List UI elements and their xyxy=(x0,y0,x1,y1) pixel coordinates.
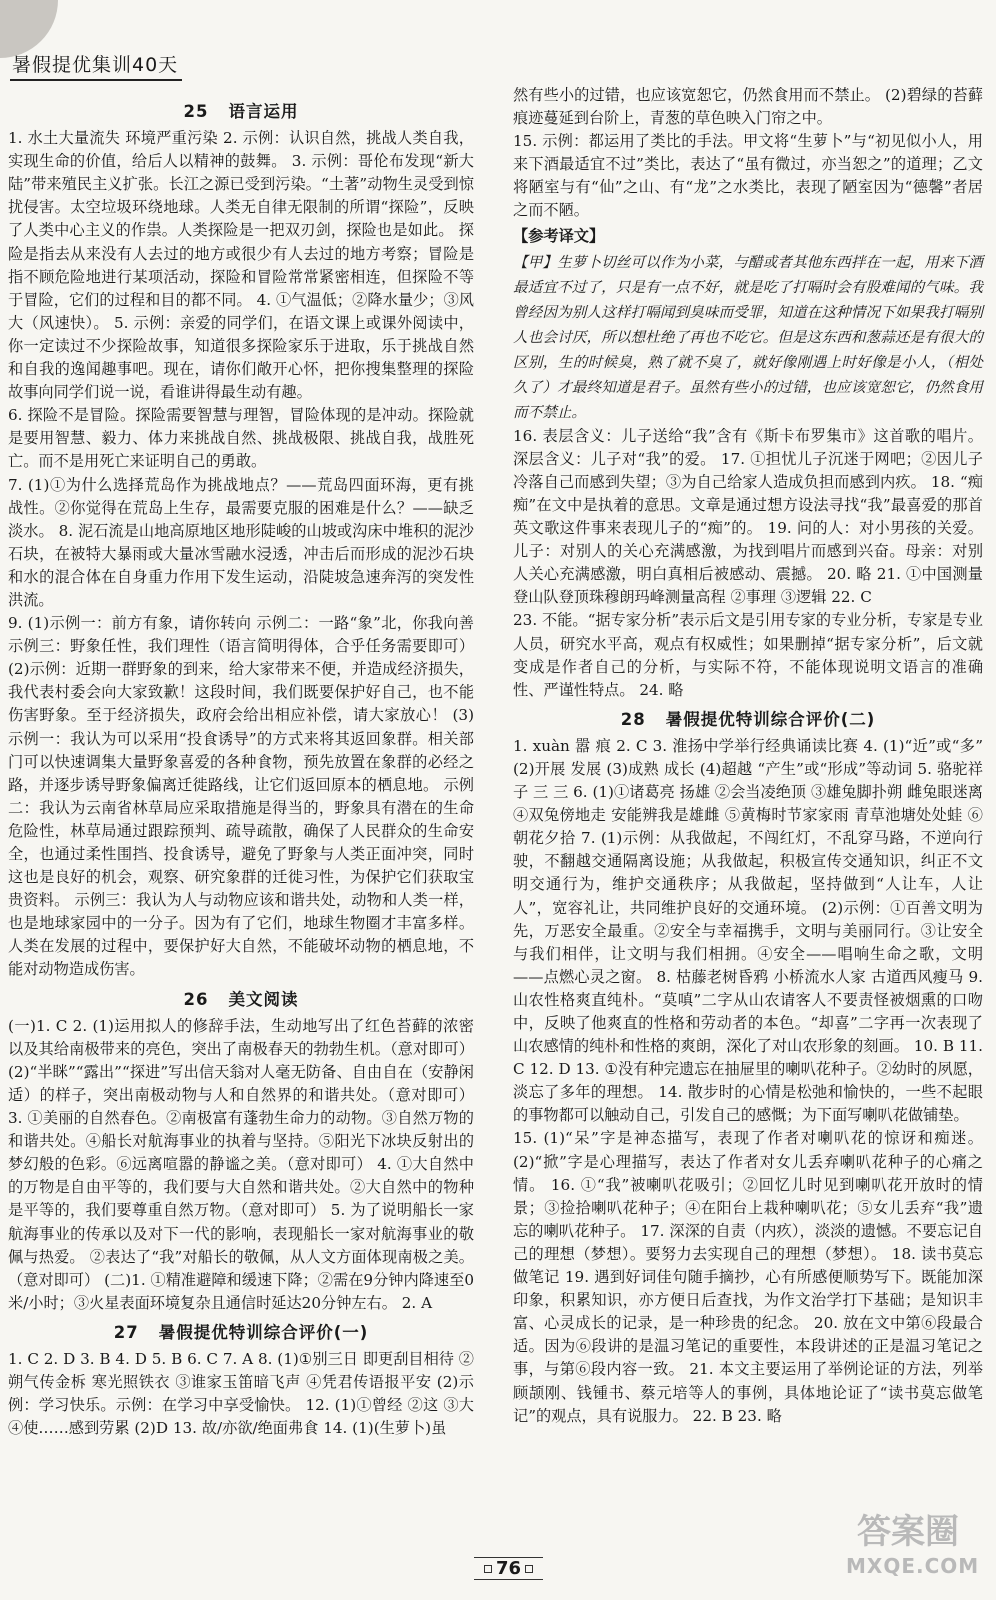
answer-paragraph: 1. C 2. D 3. B 4. D 5. B 6. C 7. A 8. (1)①别三日 即更刮目相待 ②朔气传金柝 寒光照铁衣 ③谁家玉笛暗飞声 ④凭君传语报平安 (2)示例：学习快乐。示例：在学习中享受愉快。 12. (1)①曾经 ②这 ③大 ④使……感到劳累 (2)D 13. 故/亦欲/绝面弗食 14. (1)(生萝卜)虽 xyxy=(8,1349,474,1438)
site-watermark-logo xyxy=(846,1510,980,1590)
answer-paragraph: 1. xuàn 嚣 痕 2. C 3. 淮扬中学举行经典诵读比赛 4. (1)“近”或“多” (2)开展 发展 (3)成熟 成长 (4)超越 “产生”或“形成”等动词 5. 骆驼祥子 三 三 6. (1)①诸葛亮 扬雄 ②会当凌绝顶 ③雄兔脚扑朔 雌兔眼迷离 ④双兔傍地走 安能辨我是雄雌 ⑤黄梅时节家家雨 青草池塘处处蛙 ⑥朝花夕拾 7. (1)示例：从我做起，不闯红灯，不乱穿马路，不逆向行驶，不翻越交通隔离设施；从我做起，积极宣传交通知识，纠正不文明交通行为，维护交通秩序；从我做起，坚持做到“人让车，人让人”，宽容礼让，共同维护良好的交通环境。 (2)示例：①百善文明为先，万恶安全最重。②安全与幸福携手，文明与美丽同行。③让安全与我们相伴，让文明与我们相拥。④安全——唱响生命之歌，文明——点燃心灵之窗。 8. 枯藤老树昏鸦 小桥流水人家 古道西风瘦马 9. 山农性格爽直纯朴。“莫嗔”二字从山农请客人不要责怪被烟熏的口吻中，反映了他爽直的性格和劳动者的本色。“却喜”二字再一次表现了山农感情的纯朴和性格的爽朗，深化了对山农形象的刻画。 10. B 11. C 12. D 13. ①没有种完遗忘在抽屉里的喇叭花种子。②幼时的夙愿，淡忘了多年的理想。 14. 散步时的心情是松弛和愉快的，一些不起眼的事物都可以触动自己，引发自己的感慨；为下面写喇叭花做铺垫。 xyxy=(513,736,983,1125)
answer-paragraph: 15. 示例：都运用了类比的手法。甲文将“生萝卜”与“初见似小人，用来下酒最适宜不过”类比，表达了“虽有微过，亦当恕之”的道理；乙文将陋室与有“仙”之山、有“龙”之水类比，表现了陋室因为“德馨”者居之而不陋。 xyxy=(513,132,983,220)
answer-paragraph: 15. (1)“呆”字是神态描写，表现了作者对喇叭花的惊讶和痴迷。(2)“掀”字是心理描写，表达了作者对女儿丢弃喇叭花种子的心痛之情。 16. ①“我”被喇叭花吸引；②回忆儿时见到喇叭花开放时的情景；③捡拾喇叭花种子；④在阳台上栽种喇叭花；⑤女儿丢弃“我”遗忘的喇叭花种子。 17. 深深的自责（内疚），淡淡的遗憾。不要忘记自己的理想（梦想）。要努力去实现自己的理想（梦想）。 18. 读书莫忘做笔记 19. 遇到好词佳句随手摘抄，心有所感便顺势写下。既能加深印象，积累知识，亦方便日后查找，为作文治学打下基础；是知识丰富、心灵成长的记录，是一种珍贵的纪念。 20. 放在文中第⑥段最合适。因为⑥段讲的是温习笔记的重要性，本段讲述的正是温习笔记之事，与第⑥段内容一致。 21. 本文主要运用了举例论证的方法，列举顾颉刚、钱锺书、蔡元培等人的事例，具体地论证了“读书莫忘做笔记”的观点，具有说服力。 22. B 23. 略 xyxy=(513,1129,983,1425)
section-title: 语言运用 xyxy=(228,102,299,121)
book-header-title: 暑假提优集训40天 xyxy=(10,50,182,81)
section-heading xyxy=(8,988,474,1011)
section-number: 28 xyxy=(620,709,646,729)
answer-paragraph: 1. 水土大量流失 环境严重污染 2. 示例：认识自然，挑战人类自我，实现生命的价值，给后人以精神的鼓舞。 3. 示例：哥伦布发现“新大陆”带来殖民主义扩张。长江之源已受到污染。“土著”动物生灵受到惊扰侵害。太空垃圾环绕地球。人类无自律无限制的所谓“探险”，反映了人类中心主义的作祟。人类探险是一把双刃剑，探险也是如此。 探险是指去从来没有人去过的地方或很少有人去过的地方考察；冒险是指不顾危险地进行某项活动，探险和冒险常常紧密相连，但探险不等于冒险，它们的过程和目的都不同。 4. ①气温低；②降水量少；③风大（风速快）。 5. 示例：亲爱的同学们，在语文课上或课外阅读中，你一定读过不少探险故事，知道很多探险家乐于进取，乐于挑战自然和自我的逸闻趣事吧。现在，请你们敞开心怀，把你搜集整理的探险故事向同学们说一说，看谁讲得最生动有趣。 xyxy=(8,129,474,402)
section-heading xyxy=(8,1321,474,1344)
answer-paragraph: 16. 表层含义：儿子送给“我”含有《斯卡布罗集市》这首歌的唱片。 深层含义：儿子对“我”的爱。 17. ①担忧儿子沉迷于网吧；②因儿子冷落自己而感到失望；③为自己给家人造成负担而感到内疚。 18. “痴痴”在文中是执着的意思。文章是通过想方设法寻找“我”最喜爱的那首英文歌这件事来表现儿子的“痴”的。 19. 问的人：对小男孩的关爱。儿子：对别人的关心充满感激，为找到唱片而感到兴奋。母亲：对别人关心充满感激，明白真相后被感动、震撼。 20. 略 21. ①中国测量登山队登顶珠穆朗玛峰测量高程 ②事理 ③逻辑 22. C xyxy=(513,426,983,607)
page-number: 76 xyxy=(474,1557,543,1580)
translation-paragraph: 【甲】生萝卜切丝可以作为小菜，与醋或者其他东西拌在一起，用来下酒最适宜不过了，只是有一点不好，就是吃了打嗝时会有股难闻的气味。我曾经因为别人这样打嗝闻到臭味而受罪，知道在这种情况下如果我打嗝别人也会讨厌，所以想杜绝了再也不吃它。但是这东西和葱蒜还是有很大的区别，生的时候臭，熟了就不臭了，就好像刚遇上时好像是小人，（相处久了）才最终知道是君子。虽然有些小的过错，也应该宽恕它，仍然食用而不禁止。 xyxy=(513,253,983,421)
answer-column-left xyxy=(8,100,474,1440)
section-title: 美文阅读 xyxy=(228,989,299,1009)
answer-paragraph: 9. (1)示例一：前方有象，请你转向 示例二：一路“象”北，你我向善 示例三：野象任性，我们理性（语言简明得体，合乎任务需要即可） (2)示例：近期一群野象的到来，给大家带来不便，并造成经济损失，我代表村委会向大家致歉！这段时间，我们既要保护好自己，也不能伤害野象。至于经济损失，政府会给出相应补偿，请大家放心！ (3)示例一：我认为可以采用“投食诱导”的方式来将其返回象群。相关部门可以快速调集大量野象喜爱的各种食物，预先放置在象群的必经之路，并逐步诱导野象偏离迁徙路线，让它们返回原本的栖息地。 示例二：我认为云南省林草局应采取措施是得当的，野象具有潜在的生命危险性，林草局通过跟踪预判、疏导疏散，确保了人民群众的生命安全，也通过柔性围挡、投食诱导，避免了野象与人类正面冲突，同时这也是良好的机会，观察、研究象群的迁徙习性，为保护它们获取宝贵资料。 示例三：我认为人与动物应该和谐共处，动物和人类一样，也是地球家园中的一分子。因为有了它们，地球生物圈才丰富多样。人类在发展的过程中，要保护好大自然，不能破坏动物的栖息地，不能对动物造成伤害。 xyxy=(8,614,474,979)
answer-paragraph: 6. 探险不是冒险。探险需要智慧与理智，冒险体现的是冲动。探险就是要用智慧、毅力、体力来挑战自然、挑战极限、挑战自我，战胜死亡。而不是用死亡来证明自己的勇敢。 xyxy=(8,406,474,471)
section-number: 25 xyxy=(183,102,209,121)
watermark-text: 答案圈 xyxy=(857,1512,959,1552)
answer-paragraph: 7. (1)①为什么选择荒岛作为挑战地点？——荒岛四面环海，更有挑战性。②你觉得在荒岛上生存，最需要克服的困难是什么？——缺乏淡水。 8. 泥石流是山地高原地区地形陡峻的山坡或沟床中堆积的泥沙石块，在被特大暴雨或大量冰雪融水浸透，冲击后而形成的泥沙石块和水的混合体在自身重力作用下发生运动，沿陡坡急速奔泻的突发性洪流。 xyxy=(8,475,474,609)
answer-paragraph: 然有些小的过错，也应该宽恕它，仍然食用而不禁止。 (2)碧绿的苔藓痕迹蔓延到台阶上，青葱的草色映入门帘之中。 xyxy=(513,86,983,128)
section-title: 暑假提优特训综合评价(一) xyxy=(158,1322,369,1342)
section-title: 暑假提优特训综合评价(二) xyxy=(665,709,876,729)
section-number: 26 xyxy=(183,989,209,1009)
answer-paragraph: 23. 不能。“据专家分析”表示后文是引用专家的专业分析，专家是专业人员，研究水平高，观点有权威性；如果删掉“据专家分析”，后文就变成是作者自己的分析，与实际不符，不能体现说明文语言的准确性、严谨性特点。 24. 略 xyxy=(513,611,983,699)
answer-paragraph: (一)1. C 2. (1)运用拟人的修辞手法，生动地写出了红色苔藓的浓密以及其给南极带来的亮色，突出了南极春天的勃勃生机。（意对即可） (2)“半眯”“露出”“探进”写出信天翁对人毫无防备、自由自在（安静闲适）的样子，突出南极动物与人和自然界的和谐共处。（意对即可） 3. ①美丽的自然春色。②南极富有蓬勃生命力的动物。③自然万物的和谐共处。④船长对航海事业的执着与坚持。⑤阳光下冰块反射出的梦幻般的色彩。⑥远离喧嚣的静谧之美。（意对即可） 4. ①大自然中的万物是自由平等的，我们要与大自然和谐共处。②大自然中的物种是平等的，我们要尊重自然万物。（意对即可） 5. 为了说明船长一家航海事业的传承以及对下一代的影响，表现船长一家对航海事业的敬佩与热爱。 ②表达了“我”对船长的敬佩，从人文方面体现南极之美。（意对即可） (二)1. ①精准避障和缓速下降；②需在9分钟内降速至0米/小时；③火星表面环境复杂且通信时延达20分钟左右。 2. A xyxy=(8,1016,474,1312)
answer-column-right xyxy=(513,84,983,1428)
section-number: 27 xyxy=(113,1322,139,1342)
section-heading xyxy=(513,708,983,731)
reference-translation-heading: 【参考译文】 xyxy=(513,226,605,245)
section-heading xyxy=(8,100,474,123)
watermark-domain: MXQE.COM xyxy=(846,1554,980,1578)
